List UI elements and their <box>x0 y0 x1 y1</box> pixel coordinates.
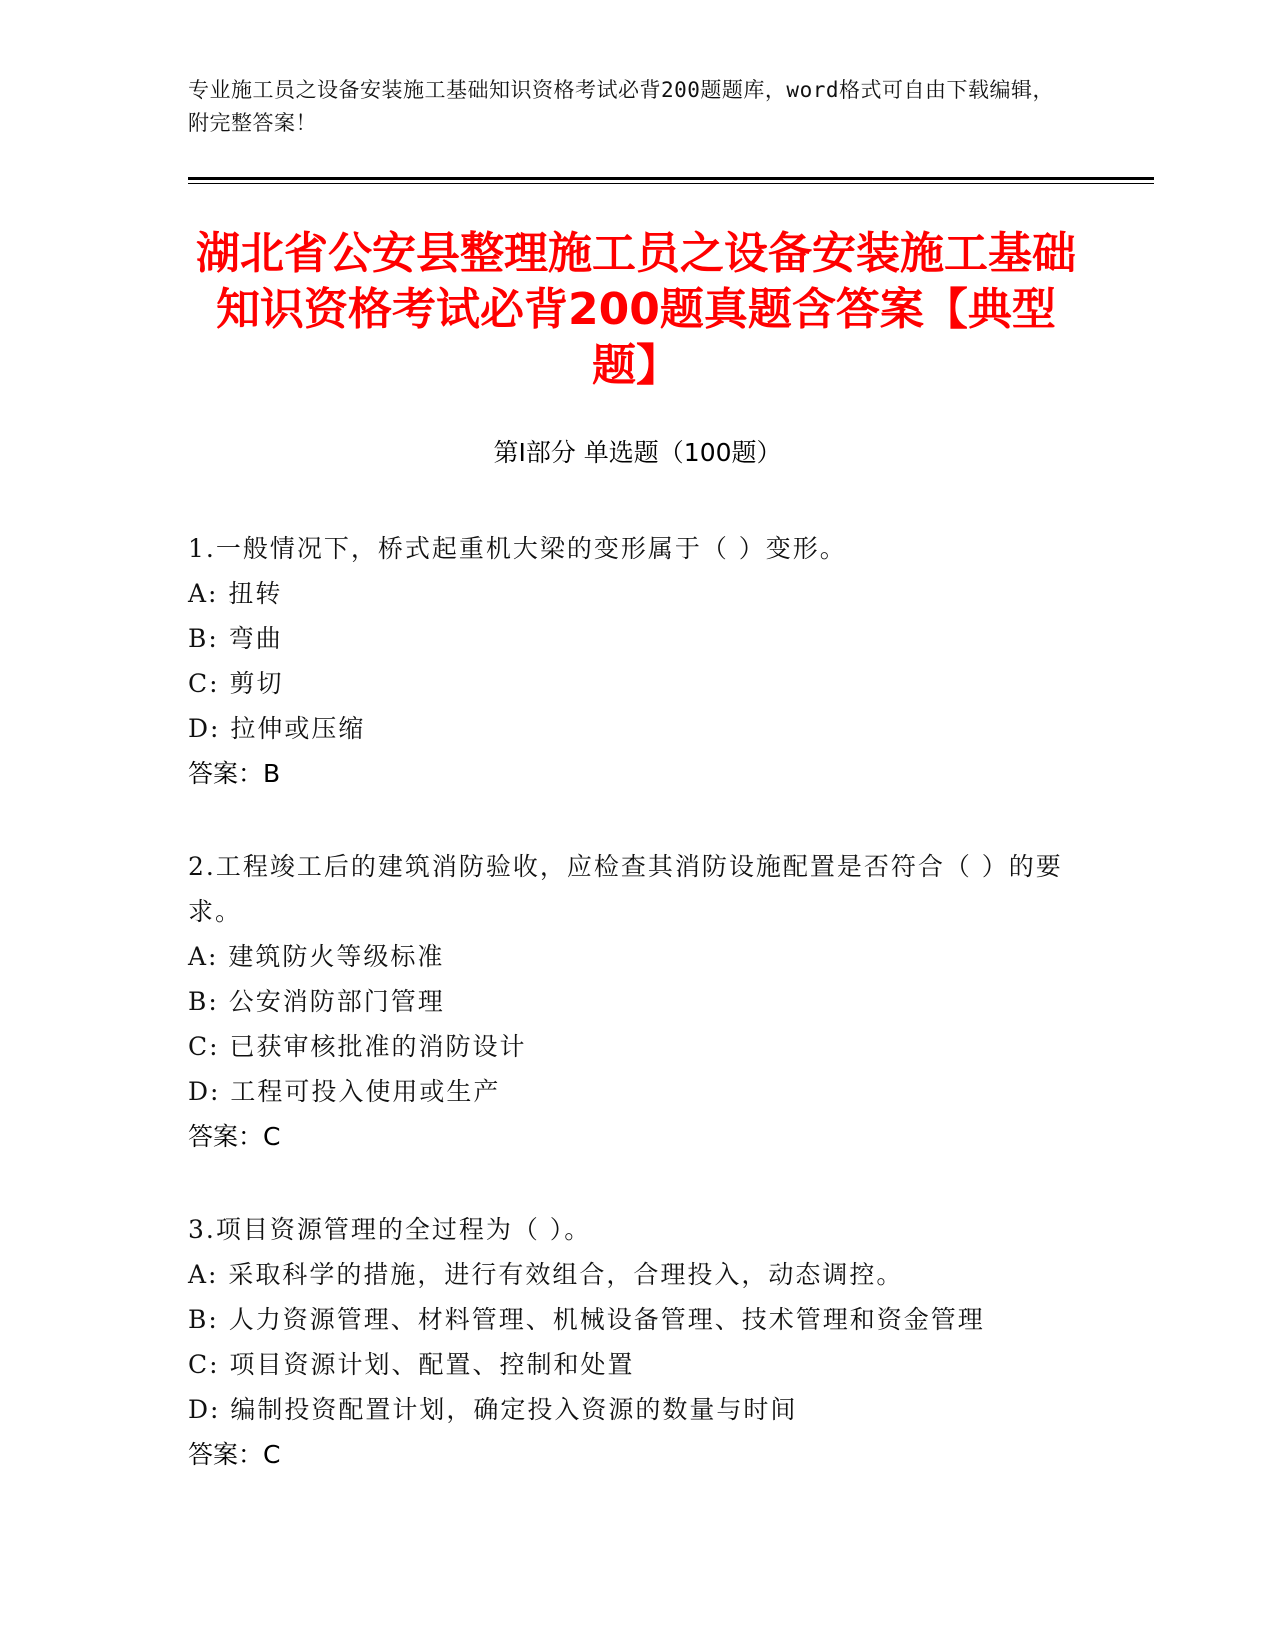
option-a: A: 采取科学的措施，进行有效组合，合理投入，动态调控。 <box>188 1260 904 1289</box>
option-a: A: 建筑防火等级标准 <box>188 942 445 971</box>
answer: 答案：C <box>188 1122 281 1151</box>
answer: 答案：B <box>188 759 281 788</box>
option-c: C: 已获审核批准的消防设计 <box>188 1032 527 1061</box>
question-2 <box>188 844 1068 1159</box>
question-3 <box>188 1207 1068 1477</box>
question-text: 1.一般情况下，桥式起重机大梁的变形属于（ ）变形。 <box>188 534 847 563</box>
option-c: C: 剪切 <box>188 669 284 698</box>
header-note: 专业施工员之设备安装施工基础知识资格考试必背200题题库，word格式可自由下载编辑，附完整答案！ <box>188 78 1054 135</box>
question-text: 2.工程竣工后的建筑消防验收，应检查其消防设施配置是否符合（ ）的要求。 <box>188 852 1063 926</box>
option-d: D: 拉伸或压缩 <box>188 714 366 743</box>
question-1 <box>188 526 1068 796</box>
option-b: B: 公安消防部门管理 <box>188 987 445 1016</box>
option-b: B: 弯曲 <box>188 624 283 653</box>
header-divider-thin <box>188 183 1154 184</box>
document-title: 湖北省公安县整理施工员之设备安装施工基础知识资格考试必背200题真题含答案【典型题】 <box>196 228 1076 391</box>
section-heading: 第I部分 单选题（100题） <box>493 438 782 467</box>
option-c: C: 项目资源计划、配置、控制和处置 <box>188 1350 635 1379</box>
option-d: D: 工程可投入使用或生产 <box>188 1077 501 1106</box>
question-text: 3.项目资源管理的全过程为（ ）。 <box>188 1215 592 1244</box>
option-d: D: 编制投资配置计划，确定投入资源的数量与时间 <box>188 1395 798 1424</box>
header-divider-thick <box>188 177 1154 180</box>
answer: 答案：C <box>188 1440 281 1469</box>
option-a: A: 扭转 <box>188 579 283 608</box>
option-b: B: 人力资源管理、材料管理、机械设备管理、技术管理和资金管理 <box>188 1305 985 1334</box>
